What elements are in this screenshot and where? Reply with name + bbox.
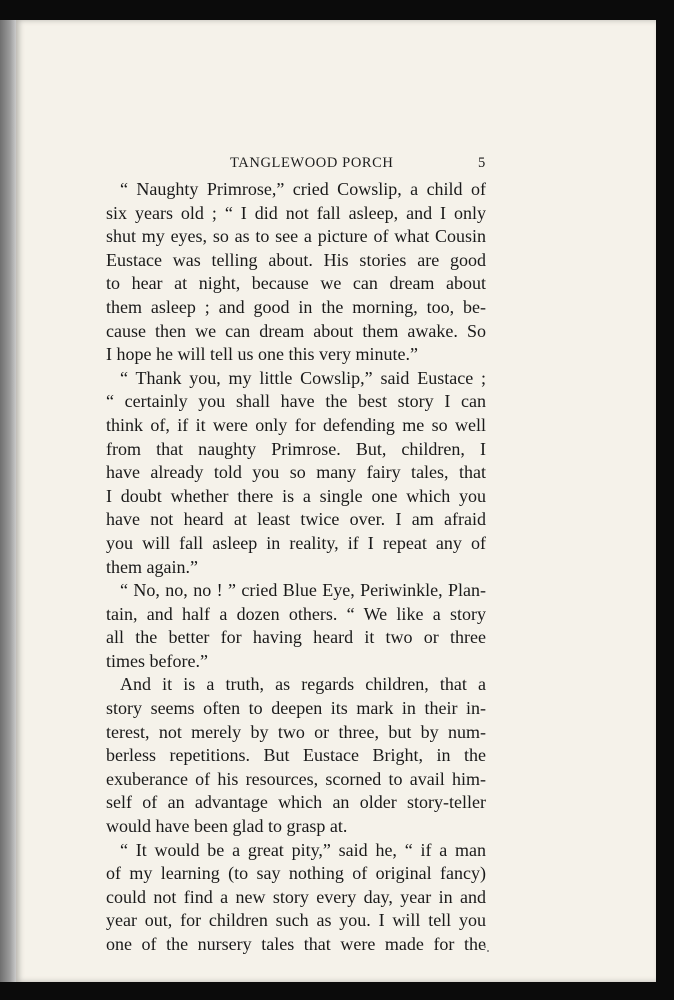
text-line: think of, if it were only for defending me so well [106, 414, 486, 435]
book-spine-edge [0, 20, 16, 982]
text-line: to hear at night, because we can dream about [106, 273, 486, 294]
text-line: tain, and half a dozen others. “ We like a story [106, 603, 486, 624]
text-line: “ Naughty Primrose,” cried Cowslip, a child of [120, 179, 486, 199]
text-line: terest, not merely by two or three, but by num- [106, 721, 486, 742]
text-line: “ No, no, no ! ” cried Blue Eye, Periwinkle, Plan- [120, 580, 486, 601]
text-line: one of the nursery tales that were made for the [106, 934, 486, 954]
text-line: Eustace was telling about. His stories are good [106, 249, 486, 270]
text-line: self of an advantage which an older story-teller [106, 792, 486, 813]
text-line: times before.” [106, 650, 208, 671]
text-line: could not find a new story every day, year in and [106, 886, 486, 907]
text-line: I doubt whether there is a single one which you [106, 485, 486, 506]
body-text [106, 178, 486, 957]
text-line: from that naughty Primrose. But, children, I [106, 438, 486, 459]
text-line: have already told you so many fairy tales, that [106, 462, 486, 483]
page-number: 5 [478, 155, 486, 171]
text-line: “ Thank you, my little Cowslip,” said Eustace ; [120, 367, 486, 388]
text-line: them again.” [106, 556, 198, 577]
paper-speck [487, 950, 489, 952]
text-line: would have been glad to grasp at. [106, 816, 348, 837]
text-line: “ certainly you shall have the best story I can [106, 391, 486, 412]
text-line: berless repetitions. But Eustace Bright, in the [106, 745, 486, 766]
text-line: all the better for having heard it two or three [106, 627, 486, 648]
text-line: I hope he will tell us one this very minute.” [106, 344, 418, 365]
text-line: them asleep ; and good in the morning, too, be- [106, 296, 486, 317]
text-line: six years old ; “ I did not fall asleep, and I only [106, 202, 486, 223]
text-line: you will fall asleep in reality, if I repeat any of [106, 532, 486, 553]
text-line: shut my eyes, so as to see a picture of what Cousin [106, 226, 486, 247]
text-line: exuberance of his resources, scorned to avail him- [106, 768, 486, 789]
text-line: “ It would be a great pity,” said he, “ if a man [120, 839, 486, 860]
text-line: year out, for children such as you. I will tell you [106, 910, 486, 931]
text-line: story seems often to deepen its mark in their in- [106, 698, 486, 719]
page-header [230, 155, 490, 175]
text-line: of my learning (to say nothing of original fancy) [106, 863, 486, 884]
text-line: cause then we can dream about them awake. So [106, 320, 486, 341]
running-head: TANGLEWOOD PORCH [230, 155, 394, 171]
text-line: have not heard at least twice over. I am afraid [106, 509, 486, 530]
text-line: And it is a truth, as regards children, that a [120, 674, 486, 695]
